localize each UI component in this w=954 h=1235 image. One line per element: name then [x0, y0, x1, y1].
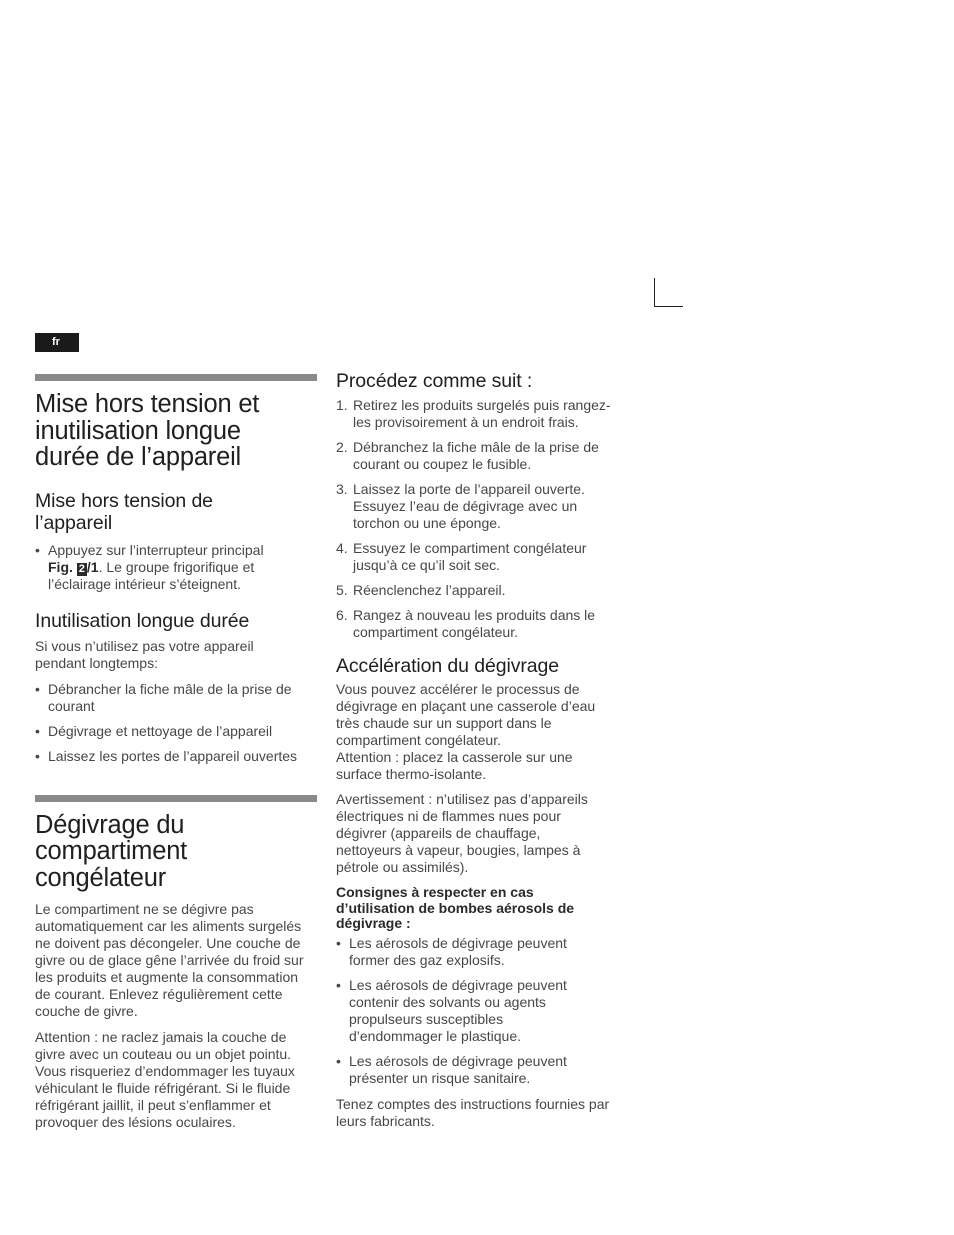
step-text: Essuyez le compartiment congélateur jusqu’à ce qu’il soit sec.: [353, 540, 587, 573]
subsection-title-acceleration: Accélération du dégivrage: [336, 655, 559, 677]
paragraph: Attention : ne raclez jamais la couche de givre avec un couteau ou un objet pointu. Vous risqueriez d’endommager les tuyaux véhiculant le fluide réfrigérant. Si le fluide réfrigérant jaillit, il peut s’enflammer et provoquer des lésions oculaires.: [35, 1029, 295, 1130]
step-item: [336, 397, 615, 431]
list-item: • Les aérosols de dégivrage peuvent présenter un risque sanitaire.: [336, 1053, 599, 1087]
bullet-list-mise-hors-tension: [35, 542, 317, 593]
subsection-title-inutilisation: Inutilisation longue durée: [35, 609, 250, 632]
step-number: 4.: [336, 540, 348, 556]
paragraph: Si vous n’utilisez pas votre appareil pendant longtemps:: [35, 637, 254, 671]
steps-list: [336, 397, 621, 641]
bullet-text-cont: . Le groupe frigorifique et l’éclairage intérieur s’éteignent.: [48, 558, 255, 592]
section-rule: [35, 795, 317, 802]
step-number: 1.: [336, 397, 348, 413]
step-text: Débranchez la fiche mâle de la prise de courant ou coupez le fusible.: [353, 439, 599, 472]
section-title-degivrage: Dégivrage du compartiment congélateur: [35, 810, 188, 892]
step-item: [336, 481, 623, 532]
step-text: Laissez la porte de l’appareil ouverte. Essuyez l’eau de dégivrage avec un torchon ou une éponge.: [353, 481, 585, 531]
step-number: 5.: [336, 582, 348, 598]
list-item: • Les aérosols de dégivrage peuvent former des gaz explosifs.: [336, 935, 599, 969]
paragraph: Attention : placez la casserole sur une surface thermo-isolante.: [336, 749, 573, 782]
step-number: 2.: [336, 439, 348, 455]
step-number: 6.: [336, 607, 348, 623]
bullet-list-inutilisation: [35, 681, 317, 765]
step-text: Retirez les produits surgelés puis rangez-les provisoirement à un endroit frais.: [353, 397, 611, 430]
figure-item-ref: /1: [86, 558, 99, 575]
paragraph: Tenez comptes des instructions fournies par leurs fabricants.: [336, 1095, 610, 1129]
paragraph: Avertissement : n’utilisez pas d’appareils électriques ni de flammes nues pour dégivrer (appareils de chauffage, nettoyeurs à vapeur, bougies, lampes à pétrole ou assimilés).: [336, 791, 588, 875]
list-item: • Débrancher la fiche mâle de la prise de courant: [35, 681, 317, 715]
bullet-list-consignes: [336, 935, 621, 1087]
fig-label: Fig.: [48, 558, 73, 575]
step-text: Rangez à nouveau les produits dans le compartiment congélateur.: [353, 607, 596, 640]
language-tab: fr: [35, 333, 79, 352]
paragraph: Le compartiment ne se dégivre pas automatiquement car les aliments surgelés ne doivent pas décongeler. Une couche de givre ou de glace gêne l’arrivée du froid sur les produits et augmente la consommation de courant. Enlevez régulièrement cette couche de givre.: [35, 901, 304, 1019]
list-item: • Les aérosols de dégivrage peuvent contenir des solvants ou agents propulseurs susceptibles d’endommager le plastique.: [336, 977, 599, 1045]
section-rule: [35, 374, 317, 381]
right-column: [336, 370, 621, 1130]
subsection-title-mise-hors-tension: Mise hors tension de l’appareil: [35, 489, 213, 534]
step-number: 3.: [336, 481, 348, 497]
consignes-heading: Consignes à respecter en cas d’utilisation de bombes aérosols de dégivrage :: [336, 884, 575, 931]
list-item: [35, 542, 288, 593]
list-item: • Dégivrage et nettoyage de l’appareil: [35, 723, 317, 740]
list-item: • Laissez les portes de l’appareil ouvertes: [35, 748, 317, 765]
crop-mark: [654, 278, 683, 307]
left-column: [35, 374, 317, 1131]
step-item: [336, 607, 623, 641]
section-title-mise-hors-tension: Mise hors tension et inutilisation longue durée de l’appareil: [35, 390, 260, 471]
subsection-title-procedez: Procédez comme suit :: [336, 370, 533, 392]
step-item: [336, 540, 628, 574]
figure-number-box: 2: [78, 562, 85, 575]
paragraph: Vous pouvez accélérer le processus de dégivrage en plaçant une casserole d’eau très chaude sur un support dans le compartiment congélateur.: [336, 681, 596, 748]
bullet-text: Appuyez sur l’interrupteur principal: [48, 541, 264, 558]
step-item: [336, 582, 621, 599]
step-item: [336, 439, 615, 473]
step-text: Réenclenchez l’appareil.: [353, 582, 506, 598]
figure-reference: [48, 559, 99, 575]
